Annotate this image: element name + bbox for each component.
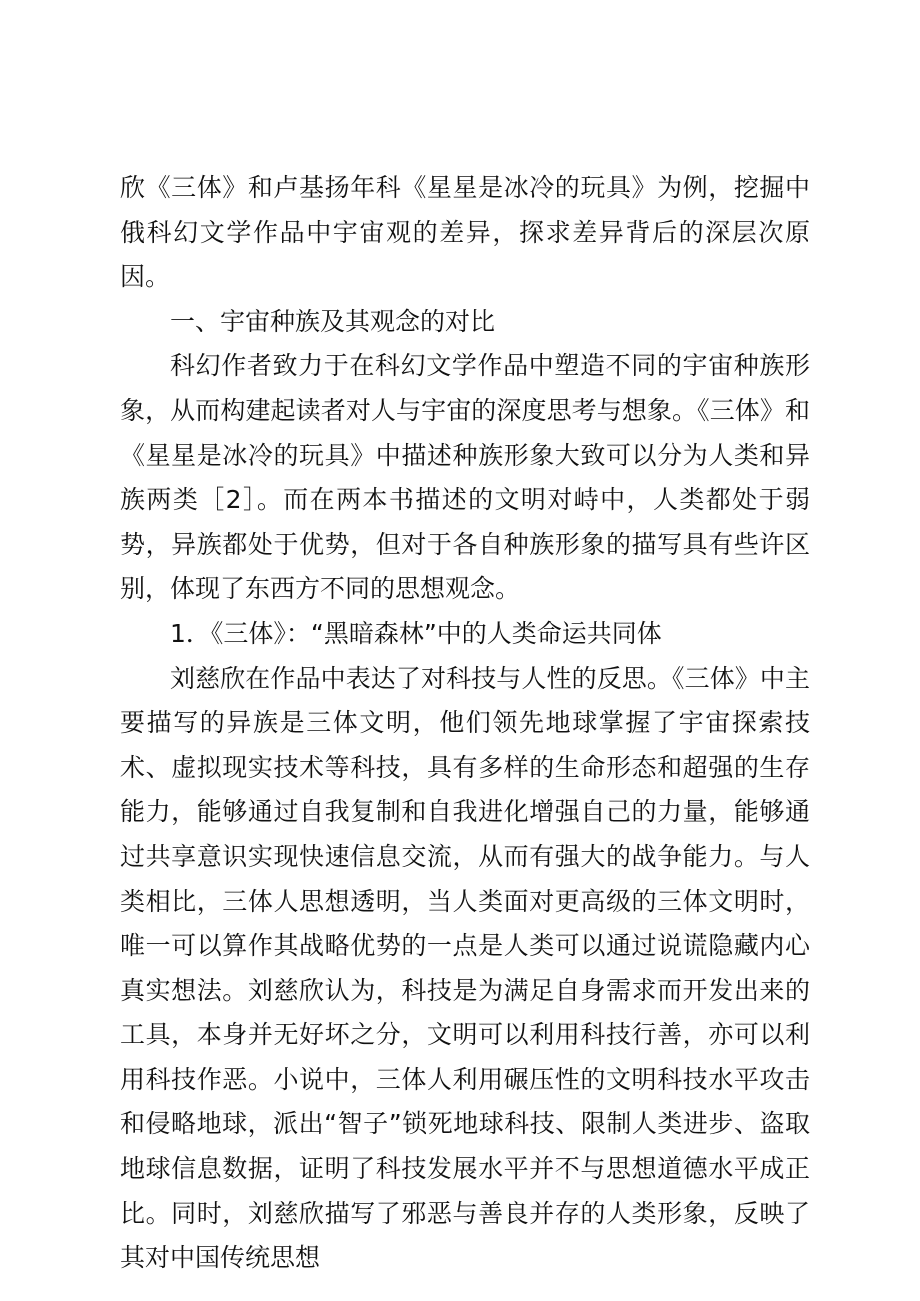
subsection-heading-1: 1．《三体》：“黑暗森林”中的人类命运共同体 xyxy=(170,618,662,648)
section-heading-1: 一、宇宙种族及其观念的对比 xyxy=(170,306,496,336)
paragraph-race-comparison: 科幻作者致力于在科幻文学作品中塑造不同的宇宙种族形象，从而构建起读者对人与宇宙的深度思考与想象。《三体》和《星星是冰冷的玩具》中描述种族形象大致可以分为人类和异族两类［2］。而在两本书描述的文明对峙中，人类都处于弱势，异族都处于优势，但对于各自种族形象的描写具有些许区别，体现了东西方不同的思想观念。 xyxy=(120,351,810,604)
document-body xyxy=(120,166,810,1281)
paragraph-continuation: 欣《三体》和卢基扬年科《星星是冰冷的玩具》为例，挖掘中俄科幻文学作品中宇宙观的差异，探求差异背后的深层次原因。 xyxy=(120,173,810,292)
paragraph-three-body: 刘慈欣在作品中表达了对科技与人性的反思。《三体》中主要描写的异族是三体文明，他们领先地球掌握了宇宙探索技术、虚拟现实技术等科技，具有多样的生命形态和超强的生存能力，能够通过自我复制和自我进化增强自己的力量，能够通过共享意识实现快速信息交流，从而有强大的战争能力。与人类相比，三体人思想透明，当人类面对更高级的三体文明时，唯一可以算作其战略优势的一点是人类可以通过说谎隐藏内心真实想法。刘慈欣认为，科技是为满足自身需求而开发出来的工具，本身并无好坏之分，文明可以利用科技行善，亦可以利用科技作恶。小说中，三体人利用碾压性的文明科技水平攻击和侵略地球，派出“智子”锁死地球科技、限制人类进步、盗取地球信息数据，证明了科技发展水平并不与思想道德水平成正比。同时，刘慈欣描写了邪恶与善良并存的人类形象，反映了其对中国传统思想 xyxy=(120,663,810,1273)
